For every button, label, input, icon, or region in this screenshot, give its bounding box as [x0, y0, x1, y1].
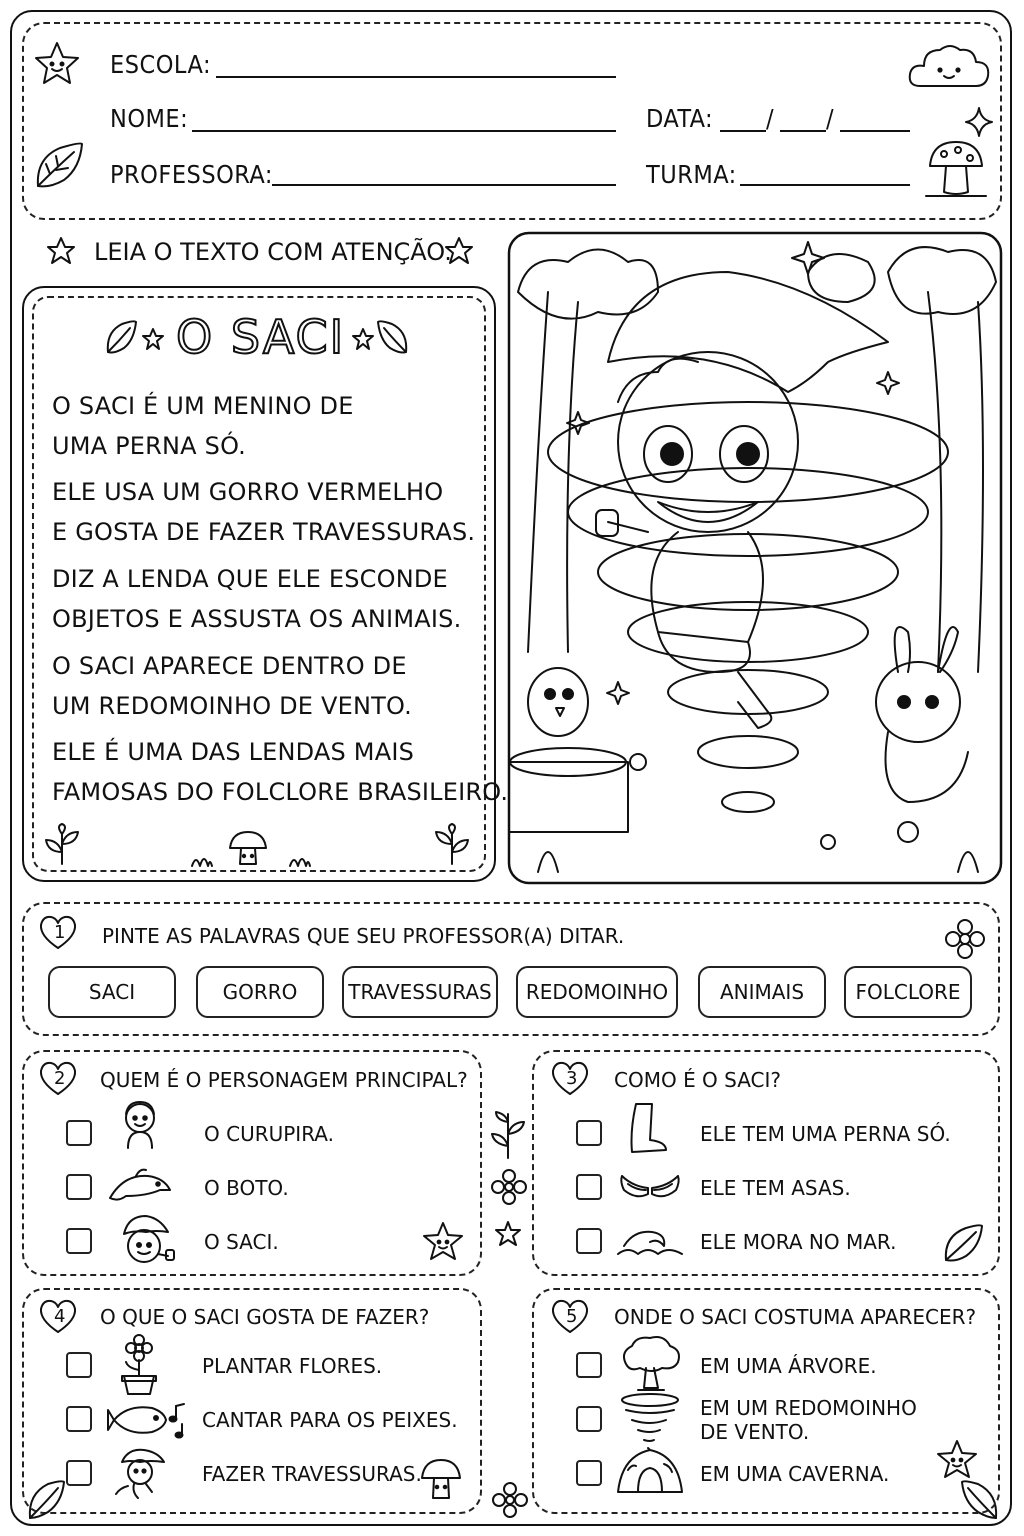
q5-option-1-checkbox[interactable] — [576, 1352, 602, 1378]
flower-icon — [944, 918, 986, 960]
question-2-text: QUEM É O PERSONAGEM PRINCIPAL? — [100, 1068, 468, 1092]
saci-running-icon — [110, 1446, 174, 1502]
story-line: UMA PERNA SÓ. — [52, 432, 247, 460]
leg-icon — [622, 1100, 670, 1156]
leaf-icon — [30, 138, 86, 194]
question-4-number: 4 — [54, 1306, 66, 1327]
dolphin-icon — [106, 1166, 174, 1208]
title-leaf-icon — [104, 318, 138, 356]
q5-option-3-checkbox[interactable] — [576, 1460, 602, 1486]
teacher-field[interactable] — [272, 184, 616, 186]
date-year-field[interactable] — [840, 130, 910, 132]
story-line: O SACI É UM MENINO DE — [52, 392, 354, 420]
question-2-number: 2 — [54, 1068, 66, 1089]
cave-icon — [614, 1446, 686, 1494]
q5-option-3-label: EM UMA CAVERNA. — [700, 1462, 890, 1486]
class-field[interactable] — [740, 184, 910, 186]
tornado-icon — [620, 1392, 680, 1452]
fish-music-icon — [108, 1396, 192, 1442]
mushroom-icon — [418, 1456, 464, 1504]
q2-option-3-label: O SACI. — [204, 1230, 279, 1254]
story-line: ELE É UMA DAS LENDAS MAIS — [52, 738, 415, 766]
date-separator: / — [826, 104, 835, 133]
class-label: TURMA: — [646, 160, 737, 189]
question-3-number: 3 — [566, 1068, 578, 1089]
vine-icon — [488, 1110, 528, 1160]
title-star-icon — [352, 328, 374, 350]
smiling-star-icon — [32, 40, 82, 88]
q4-option-2-label: CANTAR PARA OS PEIXES. — [202, 1408, 458, 1432]
teacher-label: PROFESSORA: — [110, 160, 273, 189]
mushroom-icon — [226, 828, 270, 868]
word-redomoinho[interactable]: REDOMOINHO — [516, 966, 678, 1018]
curupira-icon — [116, 1098, 164, 1150]
sparkle-icon — [964, 106, 994, 138]
q3-option-1-label: ELE TEM UMA PERNA SÓ. — [700, 1122, 951, 1146]
q3-option-2-label: ELE TEM ASAS. — [700, 1176, 851, 1200]
date-month-field[interactable] — [780, 130, 826, 132]
story-line: UM REDOMOINHO DE VENTO. — [52, 692, 412, 720]
title-star-icon — [142, 328, 164, 350]
q2-option-3-checkbox[interactable] — [66, 1228, 92, 1254]
word-saci[interactable]: SACI — [48, 966, 176, 1018]
smiling-star-icon — [934, 1438, 980, 1482]
star-icon — [444, 236, 474, 266]
story-line: DIZ A LENDA QUE ELE ESCONDE — [52, 565, 448, 593]
title-leaf-icon — [376, 318, 410, 356]
waves-icon — [614, 1224, 686, 1260]
story-line: ELE USA UM GORRO VERMELHO — [52, 478, 444, 506]
q3-option-3-label: ELE MORA NO MAR. — [700, 1230, 897, 1254]
q5-option-2-label-line2: DE VENTO. — [700, 1420, 810, 1444]
smiling-cloud-icon — [906, 40, 992, 92]
saci-illustration — [508, 232, 1002, 884]
star-icon — [46, 236, 76, 266]
q3-option-2-checkbox[interactable] — [576, 1174, 602, 1200]
story-line: OBJETOS E ASSUSTA OS ANIMAIS. — [52, 605, 462, 633]
leaf-icon — [24, 1476, 68, 1522]
instruction-text: LEIA O TEXTO COM ATENÇÃO. — [94, 238, 452, 266]
date-day-field[interactable] — [720, 130, 766, 132]
flower-icon — [490, 1168, 528, 1206]
story-line: E GOSTA DE FAZER TRAVESSURAS. — [52, 518, 476, 546]
question-3-text: COMO É O SACI? — [614, 1068, 782, 1092]
story-title: O SACI — [176, 310, 346, 364]
q4-option-2-checkbox[interactable] — [66, 1406, 92, 1432]
q5-option-2-label-line1: EM UM REDOMOINHO — [700, 1396, 917, 1420]
question-5-number: 5 — [566, 1306, 578, 1327]
q4-option-3-label: FAZER TRAVESSURAS. — [202, 1462, 422, 1486]
saci-icon — [114, 1212, 176, 1270]
smiling-star-icon — [420, 1220, 466, 1264]
question-4-text: O QUE O SACI GOSTA DE FAZER? — [100, 1305, 430, 1329]
date-label: DATA: — [646, 104, 714, 133]
word-gorro[interactable]: GORRO — [196, 966, 324, 1018]
q4-option-3-checkbox[interactable] — [66, 1460, 92, 1486]
word-animais[interactable]: ANIMAIS — [698, 966, 826, 1018]
question-1-text: PINTE AS PALAVRAS QUE SEU PROFESSOR(A) DITAR. — [102, 924, 625, 948]
story-line: O SACI APARECE DENTRO DE — [52, 652, 407, 680]
q4-option-1-label: PLANTAR FLORES. — [202, 1354, 383, 1378]
wings-icon — [618, 1170, 682, 1206]
question-1-number: 1 — [54, 922, 66, 943]
leaf-icon — [940, 1220, 986, 1266]
question-5-text: ONDE O SACI COSTUMA APARECER? — [614, 1305, 977, 1329]
story-line: FAMOSAS DO FOLCLORE BRASILEIRO. — [52, 778, 509, 806]
plant-icon — [432, 822, 472, 866]
star-icon — [494, 1220, 522, 1248]
plant-icon — [42, 822, 82, 866]
date-separator: / — [766, 104, 775, 133]
school-label: ESCOLA: — [110, 50, 212, 79]
name-label: NOME: — [110, 104, 189, 133]
word-travessuras[interactable]: TRAVESSURAS — [342, 966, 498, 1018]
q2-option-2-label: O BOTO. — [204, 1176, 289, 1200]
q5-option-2-checkbox[interactable] — [576, 1406, 602, 1432]
q2-option-2-checkbox[interactable] — [66, 1174, 92, 1200]
tree-icon — [618, 1334, 684, 1392]
name-field[interactable] — [192, 130, 616, 132]
grass-icon — [288, 850, 312, 868]
flower-pot-icon — [114, 1334, 164, 1396]
q4-option-1-checkbox[interactable] — [66, 1352, 92, 1378]
school-field[interactable] — [216, 76, 616, 78]
grass-icon — [190, 850, 214, 868]
flower-icon — [490, 1480, 530, 1520]
q2-option-1-checkbox[interactable] — [66, 1120, 92, 1146]
mushroom-icon — [926, 136, 986, 200]
q3-option-3-checkbox[interactable] — [576, 1228, 602, 1254]
word-folclore[interactable]: FOLCLORE — [844, 966, 972, 1018]
q3-option-1-checkbox[interactable] — [576, 1120, 602, 1146]
q2-option-1-label: O CURUPIRA. — [204, 1122, 334, 1146]
q5-option-1-label: EM UMA ÁRVORE. — [700, 1354, 877, 1378]
